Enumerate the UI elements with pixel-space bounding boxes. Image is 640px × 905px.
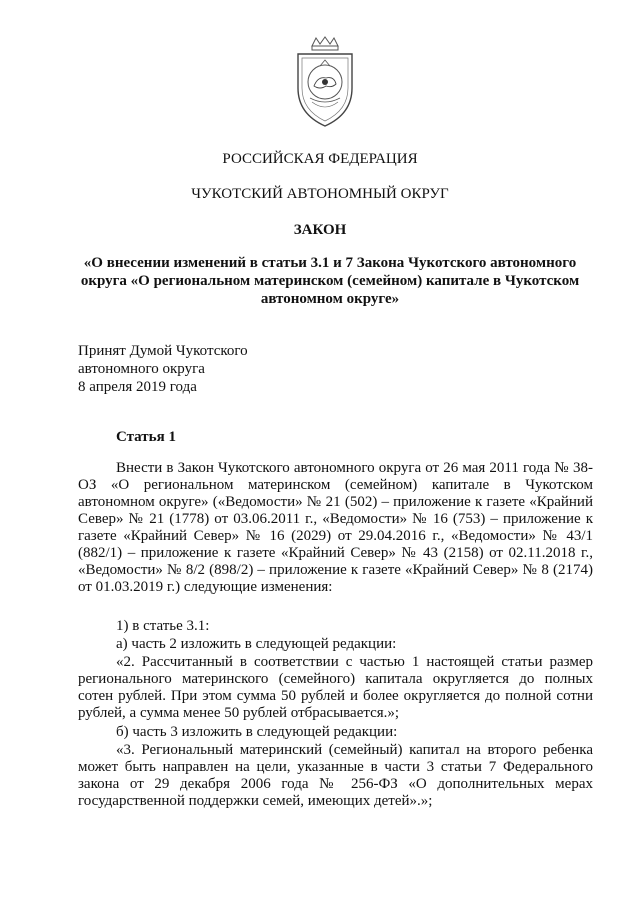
article-intro-paragraph: Внести в Закон Чукотского автономного округа от 26 мая 2011 года № 38-ОЗ «О региональном материнском (семейном) капитале в Чукотском автономном округе» («Ведомости» № 21 (502) – приложение к газете «Крайний Север» № 21 (1778) от 03.06.2011 г., «Ведомости» № 16 (753) – приложение к газете «Крайний Север» № 16 (2029) от 29.04.2016 г., «Ведомости» № 43/1 (882/1) – приложение к газете «Крайний Север» № 43 (2158) от 02.11.2018 г., «Ведомости» № 8/2 (898/2) – приложение к газете «Крайний Север» № 8 (2174) от 01.03.2019 г.) следующие изменения: — [78, 460, 593, 595]
item-1a-text: «2. Рассчитанный в соответствии с частью 1 настоящей статьи размер регионального материнского (семейного) капитала округляется до полных сотен рублей. При этом сумма 50 рублей и более округляется до полной сотни рублей, а сумма менее 50 рублей отбрасывается.»; — [78, 654, 593, 721]
item-1b: б) часть 3 изложить в следующей редакции: — [116, 724, 398, 740]
coat-of-arms-icon — [290, 36, 360, 128]
header-region: ЧУКОТСКИЙ АВТОНОМНЫЙ ОКРУГ — [191, 186, 449, 202]
item-1a: а) часть 2 изложить в следующей редакции: — [116, 636, 397, 652]
header-country: РОССИЙСКАЯ ФЕДЕРАЦИЯ — [222, 151, 418, 167]
adopted-line-2: автономного округа — [78, 361, 205, 377]
adopted-date: 8 апреля 2019 года — [78, 379, 197, 395]
item-1b-text: «3. Региональный материнский (семейный) капитал на второго ребенка может быть направлен на цели, указанные в части 3 статьи 7 Федерального закона от 29 декабря 2006 года № 256-ФЗ «О дополнительных мерах государственной поддержки семей, имеющих детей».»; — [78, 742, 593, 809]
law-heading: ЗАКОН — [293, 222, 347, 238]
adopted-line-1: Принят Думой Чукотского — [78, 343, 248, 359]
item-1: 1) в статье 3.1: — [116, 618, 210, 634]
article-heading: Статья 1 — [116, 429, 176, 445]
law-title: «О внесении изменений в статьи 3.1 и 7 Закона Чукотского автономного округа «О региональном материнском (семейном) капитале в Чукотском автономном округе» — [80, 255, 580, 307]
